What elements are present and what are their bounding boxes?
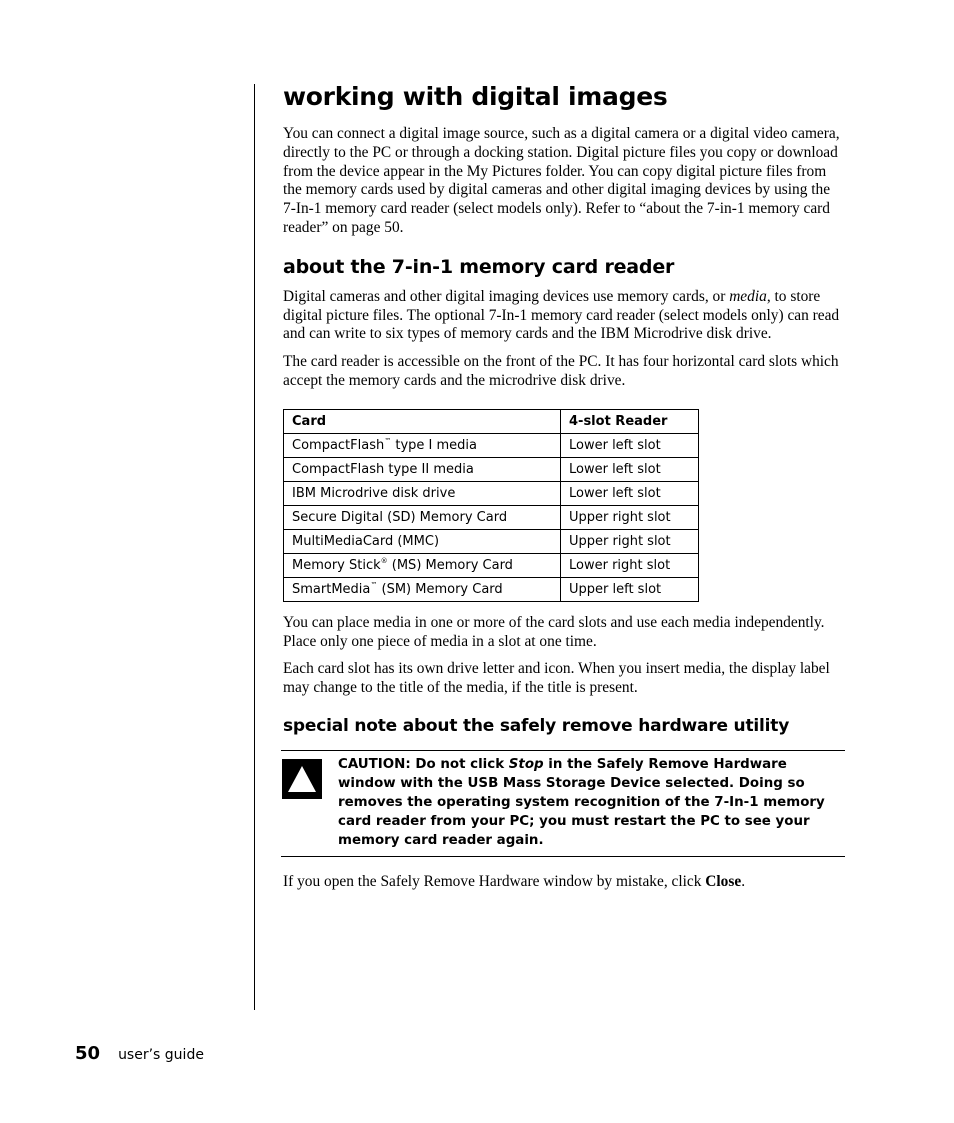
caution-box — [281, 750, 845, 857]
card-slot-table — [283, 409, 699, 602]
page-title: working with digital images — [283, 82, 668, 111]
warning-triangle-icon — [282, 759, 322, 799]
caution-text: CAUTION: Do not click Stop in the Safely Remove Hardware window with the USB Mass Storage Device selected. Doing so removes the operating system recognition of the 7-In-1 memory card reader from your PC; you must restart the PC to see your memory card reader again. — [338, 756, 825, 848]
slot-cell: Upper right slot — [561, 529, 699, 553]
footer-label: user’s guide — [118, 1047, 204, 1063]
table-row — [284, 577, 699, 601]
table-row — [284, 457, 699, 481]
card-cell: IBM Microdrive disk drive — [284, 481, 561, 505]
slot-cell: Upper left slot — [561, 577, 699, 601]
slot-cell: Lower left slot — [561, 457, 699, 481]
card-cell: CompactFlash™ type I media — [284, 433, 561, 457]
close-instruction-paragraph: If you open the Safely Remove Hardware window by mistake, click Close. — [283, 872, 746, 890]
page-footer — [75, 1043, 204, 1064]
header-reader: 4-slot Reader — [561, 409, 699, 433]
card-cell: SmartMedia™ (SM) Memory Card — [284, 577, 561, 601]
header-card: Card — [284, 409, 561, 433]
stop-term: Stop — [508, 756, 544, 772]
trademark-mark: ® — [380, 557, 388, 566]
margin-rule — [254, 84, 255, 1010]
page-number: 50 — [75, 1043, 101, 1064]
section-heading-card-reader: about the 7-in-1 memory card reader — [283, 255, 675, 278]
trademark-mark: ™ — [384, 437, 392, 446]
card-cell: MultiMediaCard (MMC) — [284, 529, 561, 553]
table-row — [284, 433, 699, 457]
drive-letter-paragraph: Each card slot has its own drive letter and icon. When you insert media, the display label may change to the title of the media, if the title is present. — [283, 660, 830, 697]
table-row — [284, 529, 699, 553]
media-placement-paragraph: You can place media in one or more of the card slots and use each media independently. Place only one piece of media in a slot at one time. — [283, 613, 825, 650]
trademark-mark: ™ — [370, 581, 378, 590]
table-row — [284, 553, 699, 577]
slot-cell: Lower left slot — [561, 433, 699, 457]
slot-cell: Lower right slot — [561, 553, 699, 577]
card-reader-paragraph-1: Digital cameras and other digital imaging devices use memory cards, or media, to store digital picture files. The optional 7-In-1 memory card reader (select models only) can read and can write to six types of memory cards and the IBM Microdrive disk drive. — [283, 287, 840, 343]
card-cell: Memory Stick® (MS) Memory Card — [284, 553, 561, 577]
card-reader-paragraph-2: The card reader is accessible on the front of the PC. It has four horizontal card slots which accept the memory cards and the microdrive disk drive. — [283, 353, 839, 389]
card-cell: CompactFlash type II media — [284, 457, 561, 481]
table-header-row — [284, 409, 699, 433]
table-row — [284, 505, 699, 529]
section-heading-safely-remove: special note about the safely remove hardware utility — [283, 715, 790, 736]
media-term: media — [729, 287, 767, 305]
table-row — [284, 481, 699, 505]
slot-cell: Lower left slot — [561, 481, 699, 505]
card-cell: Secure Digital (SD) Memory Card — [284, 505, 561, 529]
intro-paragraph: You can connect a digital image source, such as a digital camera or a digital video camera, directly to the PC or through a docking station. Digital picture files you copy or download from the device appear in the My Pictures folder. You can copy digital picture files from the memory cards used by digital cameras and other digital imaging devices by using the 7-In-1 memory card reader (select models only). Refer to “about the 7-in-1 memory card reader” on page 50. — [283, 125, 840, 236]
page-content — [283, 80, 843, 901]
slot-cell: Upper right slot — [561, 505, 699, 529]
close-term: Close — [705, 872, 742, 890]
